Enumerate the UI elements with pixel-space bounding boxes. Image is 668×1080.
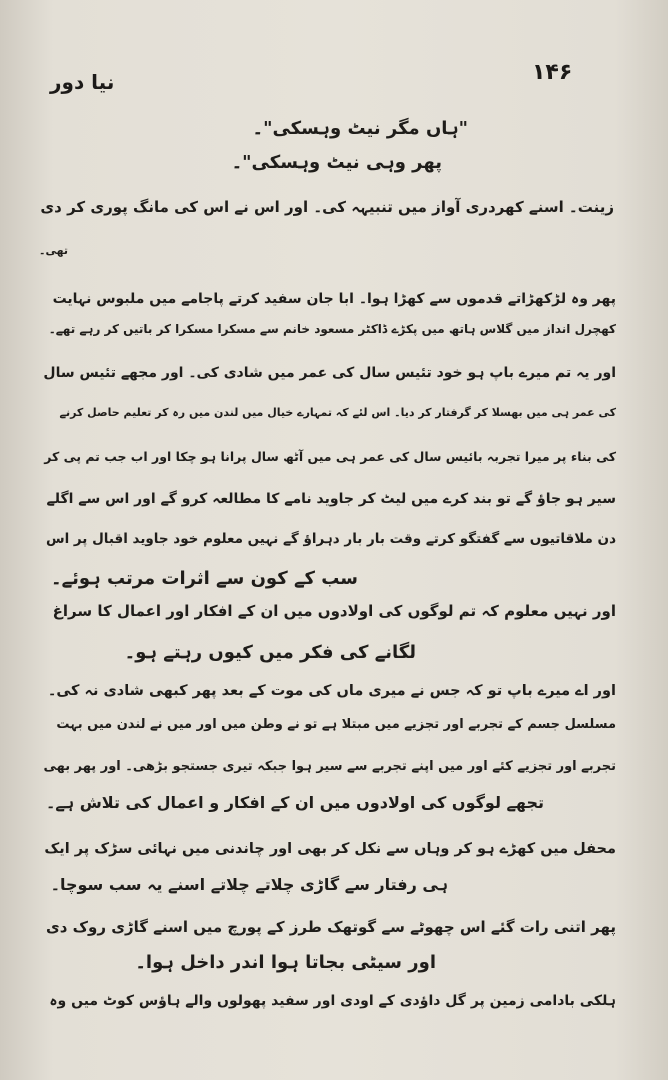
text-line: پھر وہ لڑکھڑاتے قدموں سے کھڑا ہوا۔ ابا جان سفید کرتے پاجامے میں ملبوس نہایت [52, 291, 616, 307]
text-line: دن ملاقاتیوں سے گفتگو کرتے وقت بار بار دہراؤ گے نہیں معلوم خود جاوید اقبال پر اس [45, 531, 616, 547]
text-line: پھر وہی نیٹ وہسکی"۔ [231, 152, 442, 173]
text-line: اور یہ تم میرے باپ ہو خود تئیس سال کی عمر میں شادی کی۔ اور مجھے تئیس سال [43, 365, 616, 381]
text-line: ہلکی بادامی زمین پر گل داؤدی کے اودی اور سفید پھولوں والے ہاؤس کوٹ میں وہ [49, 993, 616, 1009]
text-line: مسلسل جسم کے تجربے اور تجزیے میں مبتلا ہے تو نے وطن میں اور میں نے لندن میں بہت [56, 717, 616, 732]
text-line: تجھے لوگوں کی اولادوں میں ان کے افکار و اعمال کی تلاش ہے۔ [46, 793, 544, 812]
text-line: اور نہیں معلوم کہ تم لوگوں کی اولادوں میں ان کے افکار اور اعمال کا سراغ [52, 602, 616, 620]
text-line: لگانے کی فکر میں کیوں رہتے ہو۔ [124, 642, 416, 663]
text-line: کی عمر ہی میں بھسلا کر گرفتار کر دیا۔ اس لئے کہ تمہارے خیال میں لندن میں رہ کر تعلیم حاصل کرنے [59, 406, 616, 419]
text-line: تھی۔ [39, 244, 68, 257]
text-line: ہی رفتار سے گاڑی چلاتے چلاتے اسنے یہ سب سوچا۔ [50, 875, 448, 894]
text-line: اور اے میرے باپ تو کہ جس نے میری ماں کی موت کے بعد پھر کبھی شادی نہ کی۔ [47, 683, 616, 699]
page-number: ۱۴۶ [532, 60, 573, 85]
text-line: اور سیٹی بجاتا ہوا اندر داخل ہوا۔ [135, 952, 436, 973]
text-line: "ہاں مگر نیٹ وہسکی"۔ [252, 118, 468, 139]
text-line: پھر اتنی رات گئے اس چھوٹے سے گوتھک طرز کے پورچ میں اسنے گاڑی روک دی [46, 918, 616, 936]
running-head: نیا دور [50, 70, 115, 94]
text-line: تجربے اور تجزیے کئے اور میں اپنے تجربے سے سیر ہوا جبکہ تیری جستجو بڑھی۔ اور پھر بھی [43, 759, 616, 774]
text-line: کھچرل انداز میں گلاس ہاتھ میں پکڑے ڈاکٹر مسعود خانم سے مسکرا مسکرا کر باتیں کر رہے تھے۔ [48, 322, 616, 336]
text-line: زینت۔ اسنے کھردری آواز میں تنبیہہ کی۔ اور اس نے اس کی مانگ پوری کر دی [40, 198, 614, 216]
text-line: محفل میں کھڑے ہو کر وہاں سے نکل کر بھی اور چاندنی میں نہائی سڑک پر ایک [44, 841, 616, 857]
text-line: سب کے کون سے اثرات مرتب ہوئے۔ [51, 568, 358, 589]
text-line: سیر ہو جاؤ گے تو بند کرے میں لیٹ کر جاوید نامے کا مطالعہ کرو گے اور اس سے اگلے [46, 491, 616, 507]
text-line: کی بناء پر میرا تجربہ بائیس سال کی عمر ہی میں آٹھ سال پرانا ہو چکا اور اب جب تم پی کر [44, 449, 616, 464]
